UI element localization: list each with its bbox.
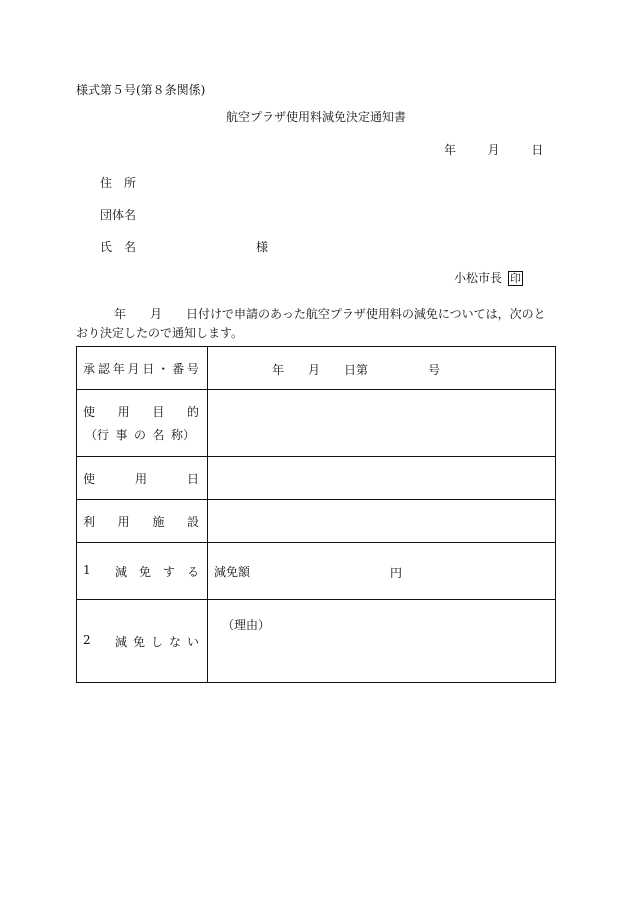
table-row-approval: [77, 347, 556, 390]
facility-label: [77, 500, 208, 543]
honorific: 様: [256, 240, 269, 254]
notice-body-text: 年 月 日付けで申請のあった航空プラザ使用料の減免については，次のとおり決定したので通知します。: [76, 307, 546, 340]
not-exempt-label-char: し: [150, 634, 163, 649]
facility-value: [208, 500, 556, 543]
purpose-label-char: 的: [186, 405, 199, 419]
reason-label: （理由）: [222, 618, 271, 632]
purpose-label: [77, 390, 208, 457]
date-year: 年: [444, 143, 457, 157]
issue-date: [444, 143, 543, 157]
purpose-label-char: 用: [117, 405, 130, 419]
issuer-title: 小松市長: [454, 271, 503, 285]
table-row-facility: [77, 500, 556, 543]
not-exempt-value: [208, 600, 556, 683]
use-date-value: [208, 457, 556, 500]
yen-unit: 円: [390, 566, 403, 580]
approval-date-number-value: [208, 347, 556, 390]
exempt-number: 1: [83, 562, 91, 577]
event-name-label-char: （行: [85, 428, 110, 442]
not-exempt-number: 2: [83, 632, 91, 647]
exempt-label: [77, 543, 208, 600]
use-date-label: [77, 457, 208, 500]
approval-label-char: 番: [172, 361, 185, 376]
not-exempt-label-char: い: [186, 634, 199, 649]
purpose-value: [208, 390, 556, 457]
issuer: [454, 271, 523, 286]
facility-label-char: 利: [83, 514, 96, 529]
document-title: 航空プラザ使用料減免決定通知書: [226, 110, 407, 124]
approval-label-char: 年: [112, 361, 125, 376]
table-row-exempt: [77, 543, 556, 600]
approval-label-char: 日: [142, 361, 155, 376]
use-date-label-char: 日: [186, 471, 199, 486]
event-name-label-char: の: [133, 428, 146, 442]
event-name-label-char: 名: [152, 428, 165, 442]
form-number: 様式第５号(第８条関係): [76, 83, 206, 97]
table-row-not-exempt: [77, 600, 556, 683]
table-row-purpose: [77, 390, 556, 457]
exempt-label-char: す: [162, 564, 175, 579]
exempt-value: [208, 543, 556, 600]
purpose-label-char: 使: [83, 405, 96, 419]
facility-label-char: 設: [186, 514, 199, 529]
facility-label-char: 用: [117, 514, 130, 529]
not-exempt-label-char: 減: [115, 634, 128, 649]
group-name-label: 団体名: [100, 208, 137, 222]
address-label: 住 所: [100, 176, 137, 190]
exempt-label-char: 免: [138, 564, 151, 579]
facility-label-char: 施: [152, 514, 165, 529]
use-date-label-char: 使: [83, 471, 96, 486]
decision-table: [76, 346, 556, 683]
use-date-label-char: 用: [134, 471, 147, 486]
exempt-amount-label: 減免額: [214, 564, 251, 579]
approval-label-char: 認: [97, 361, 110, 376]
approval-label-char: 承: [83, 361, 96, 376]
name-label: 氏 名: [100, 240, 137, 254]
date-day: 日: [531, 143, 544, 157]
approval-value-text: 年 月 日第 号: [272, 363, 441, 377]
not-exempt-label-char: 免: [132, 634, 145, 649]
approval-label-char: ・: [157, 361, 170, 376]
exempt-label-char: 減: [115, 564, 128, 579]
not-exempt-label: [77, 600, 208, 683]
approval-date-number-label: [77, 347, 208, 390]
date-month: 月: [487, 143, 500, 157]
approval-label-char: 月: [127, 361, 140, 376]
table-row-use-date: [77, 457, 556, 500]
event-name-label-char: 事: [115, 428, 128, 442]
seal-mark: 印: [510, 272, 522, 285]
not-exempt-label-char: な: [168, 634, 181, 649]
approval-label-char: 号: [186, 361, 199, 376]
exempt-label-char: る: [186, 564, 199, 579]
purpose-label-char: 目: [152, 405, 165, 419]
event-name-label-char: 称）: [170, 428, 195, 442]
